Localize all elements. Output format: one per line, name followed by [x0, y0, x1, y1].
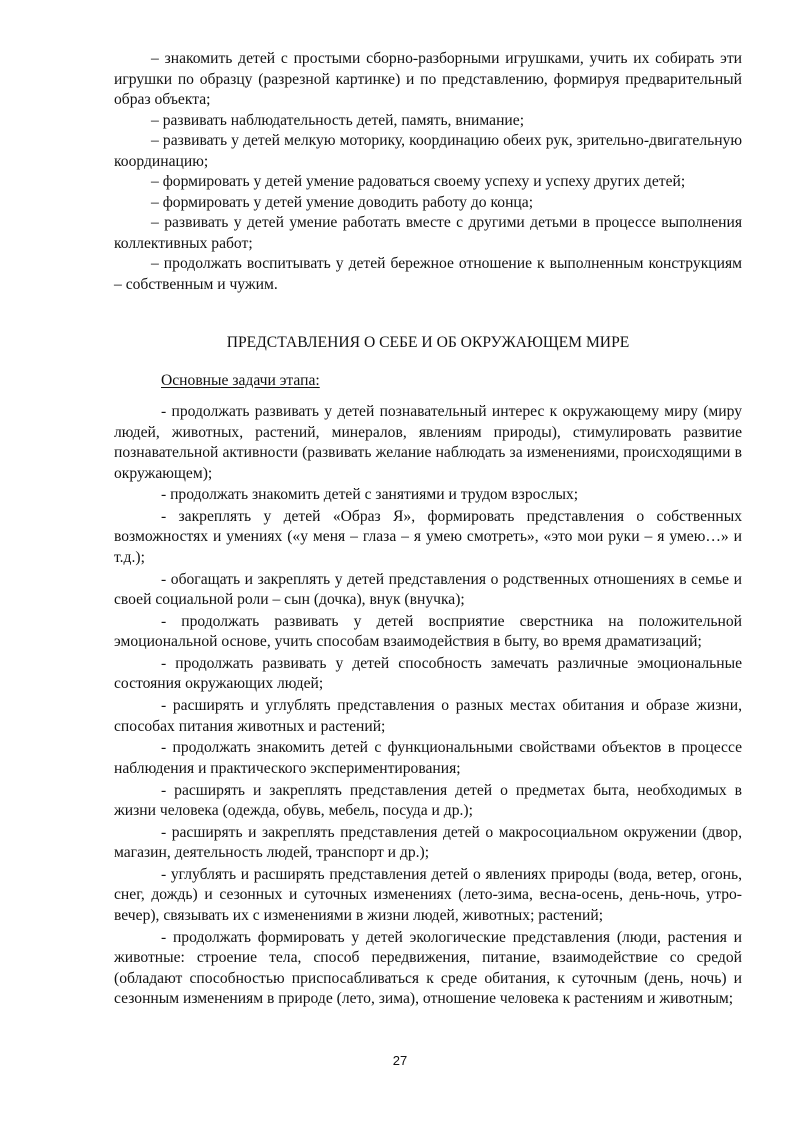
list-item: - закреплять у детей «Образ Я», формировать представления о собственных возможностях и умениях («у меня – глаза – я умею смотреть», «это мои руки – я умею…» и т.д.); [114, 507, 742, 566]
list-item: - продолжать развивать у детей познавательный интерес к окружающему миру (миру людей, животных, растений, минералов, явлениям природы), стимулировать развитие познавательной активности (развивать желание наблюдать за изменениями, происходящими в окружающем); [114, 403, 742, 482]
list-item: – формировать у детей умение доводить работу до конца; [151, 193, 534, 211]
list-item: - углублять и расширять представления детей о явлениях природы (вода, ветер, огонь, снег, дождь) и сезонных и суточных изменениях (лето-зима, весна-осень, день-ночь, утро-вечер), связывать их с изменениями в жизни людей, животных; растений; [114, 865, 742, 924]
list-item: – развивать у детей мелкую моторику, координацию обеих рук, зрительно-двигательную координацию; [114, 132, 742, 170]
list-item: - продолжать знакомить детей с занятиями и трудом взрослых; [161, 486, 579, 504]
tasks-list-world [114, 402, 742, 1011]
list-item: - расширять и закреплять представления детей о предметах быта, необходимых в жизни человека (одежда, обувь, мебель, посуда и др.); [114, 781, 742, 819]
tasks-list-construction [114, 49, 742, 295]
section-subheading: Основные задачи этапа: [161, 372, 320, 389]
list-item: – развивать у детей умение работать вместе с другими детьми в процессе выполнения коллективных работ; [114, 214, 742, 252]
list-item: - продолжать формировать у детей экологические представления (люди, растения и животные: строение тела, способ передвижения, питание, взаимодействие со средой (обладают способностью приспосабливаться к среде обитания, к суточным (день, ночь) и сезонным изменениям в природе (лето, зима), отношение человека к растениям и животным; [114, 928, 742, 1008]
list-item: - обогащать и закреплять у детей представления о родственных отношениях в семье и своей социальной роли – сын (дочка), внук (внучка); [114, 570, 742, 609]
list-item: - продолжать развивать у детей способность замечать различные эмоциональные состояния окружающих людей; [114, 654, 742, 693]
list-item: – формировать у детей умение радоваться своему успеху и успеху других детей; [151, 173, 686, 190]
list-item: – знакомить детей с простыми сборно-разборными игрушками, учить их собирать эти игрушки по образцу (разрезной картинке) и по представлению, формируя предварительный образ объекта; [114, 50, 742, 108]
list-item: – продолжать воспитывать у детей бережное отношение к выполненным конструкциям – собственным и чужим. [114, 255, 742, 293]
list-item: - расширять и закреплять представления детей о макросоциальном окружении (двор, магазин, деятельность людей, транспорт и др.); [114, 823, 742, 862]
section-heading: ПРЕДСТАВЛЕНИЯ О СЕБЕ И ОБ ОКРУЖАЮЩЕМ МИРЕ [226, 334, 630, 351]
page-number: 27 [392, 1053, 408, 1068]
list-item: - расширять и углублять представления о разных местах обитания и образе жизни, способах питания животных и растений; [114, 697, 742, 735]
list-item: - продолжать развивать у детей восприятие сверстника на положительной эмоциональной основе, учить способам взаимодействия в быту, во время драматизаций; [114, 612, 742, 651]
list-item: - продолжать знакомить детей с функциональными свойствами объектов в процессе наблюдения и практического экспериментирования; [114, 739, 742, 777]
list-item: – развивать наблюдательность детей, память, внимание; [151, 111, 525, 129]
